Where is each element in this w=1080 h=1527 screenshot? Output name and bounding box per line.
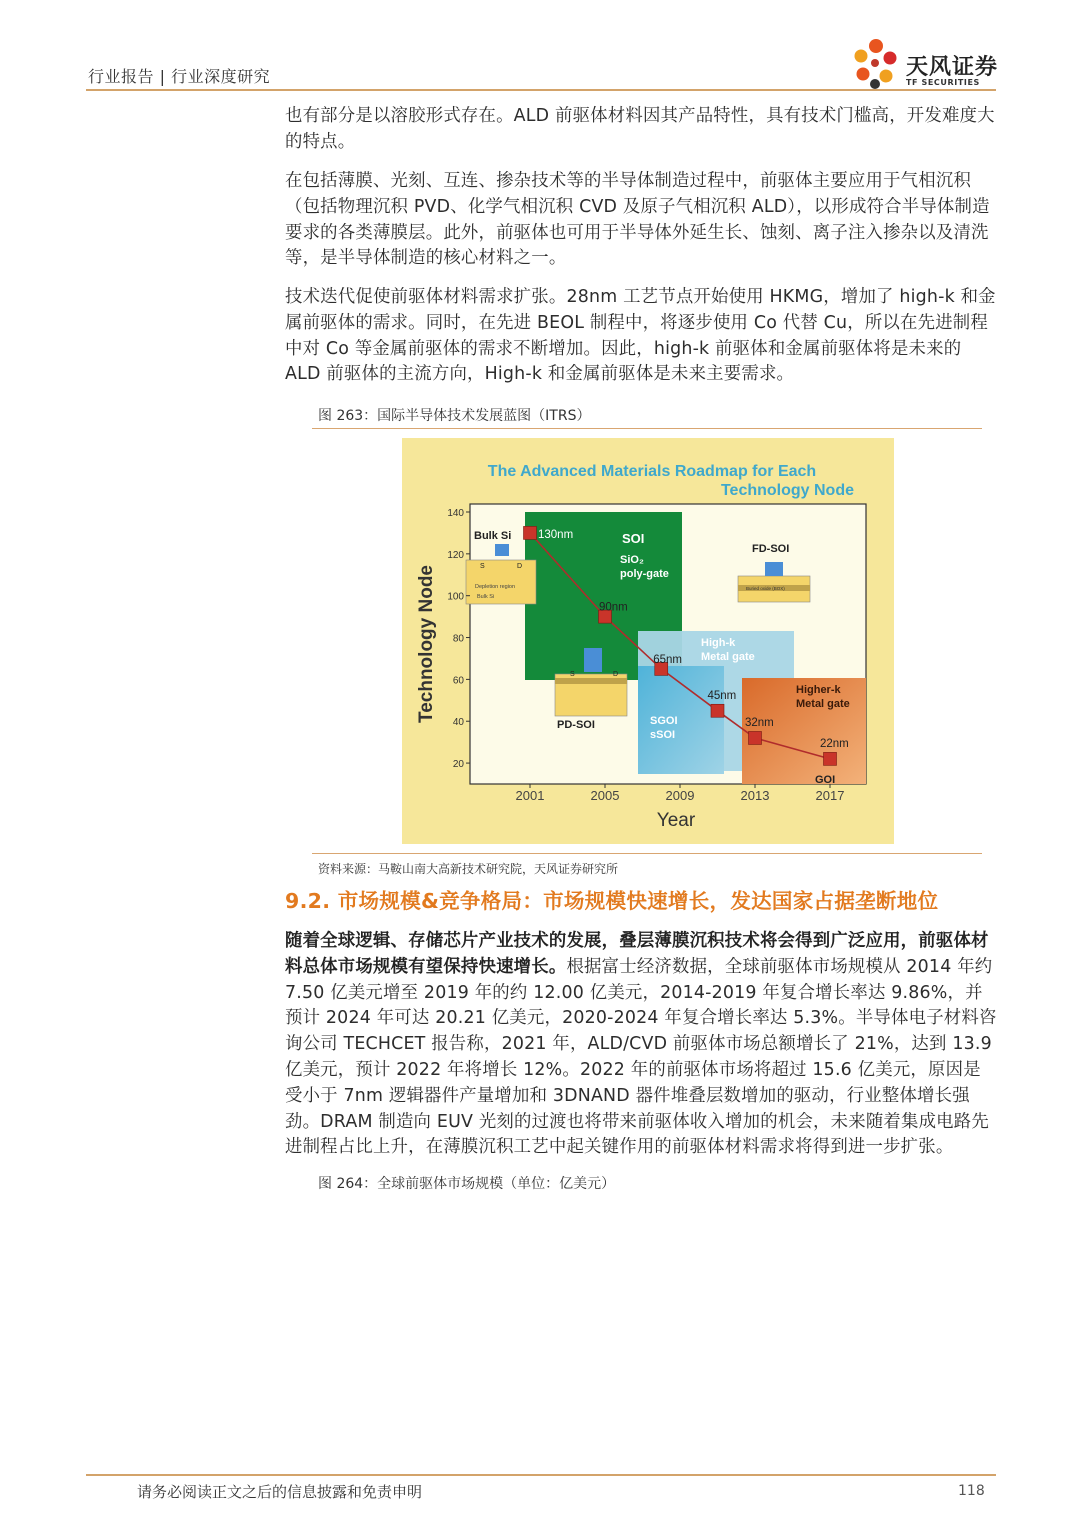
figure-263-bottom-rule xyxy=(312,853,982,854)
y-tick-label: 120 xyxy=(447,549,464,561)
highk-region-label: High-k xyxy=(701,637,736,649)
footer-rule xyxy=(86,1474,996,1476)
chart-title-line-1: The Advanced Materials Roadmap for Each xyxy=(487,463,817,480)
y-tick-label: 80 xyxy=(452,633,464,645)
x-tick-label: 2017 xyxy=(815,788,845,803)
depletion-region-label: Depletion region xyxy=(475,584,516,590)
data-point-label: 45nm xyxy=(707,689,737,702)
bulk-si-drain-label: D xyxy=(517,563,523,570)
chart-title-line-2: Technology Node xyxy=(720,482,854,499)
logo-name: 天风证券 xyxy=(906,55,999,80)
report-header-label: 行业报告 | 行业深度研究 xyxy=(88,67,271,86)
higherk-region-label: Higher-k xyxy=(796,684,841,696)
data-point-marker xyxy=(524,526,537,539)
section-title: 9.2. 市场规模&竞争格局：市场规模快速增长，发达国家占据垄断地位 xyxy=(285,889,939,913)
sgoi-label: SGOI xyxy=(650,715,678,727)
data-point-label: 90nm xyxy=(599,601,628,614)
y-tick-label: 40 xyxy=(452,717,464,729)
ssoi-label: sSOI xyxy=(650,729,676,741)
paragraph-3: 技术迭代促使前驱体材料需求扩张。28nm 工艺节点开始使用 HKMG，增加了 high-k 和金属前驱体的需求。同时，在先进 BEOL 制程中，将逐步使用 Co 代替 Cu，所以在先进制程中对 Co 等金属前驱体的需求不断增加。因此，high-k 前驱体和金属前驱体将是未来的 ALD 前驱体的主流方向，High-k 和金属前驱体是未来主要需求。 xyxy=(285,287,996,385)
bulk-si-gate xyxy=(495,544,509,556)
footer-disclaimer: 请务必阅读正文之后的信息披露和免责申明 xyxy=(137,1483,423,1501)
roadmap-chart-svg xyxy=(402,438,894,844)
x-axis-ticks xyxy=(516,784,845,803)
roadmap-chart xyxy=(402,438,894,844)
paragraph-4 xyxy=(285,929,997,1161)
logo-flower-icon xyxy=(848,36,904,92)
paragraph-1: 也有部分是以溶胶形式存在。ALD 前驱体材料因其产品特性，具有技术门槛高，开发难度大的特点。 xyxy=(285,106,995,152)
paragraph-4-lead: 随着全球逻辑、存储芯片产业技术的发展，叠层薄膜沉积技术将会得到广泛应用，前驱体材料总体市场规模有望保持快速增长。 xyxy=(285,931,989,977)
soi-polygate-label: poly-gate xyxy=(620,568,669,580)
x-tick-label: 2001 xyxy=(515,788,545,803)
x-tick-label: 2013 xyxy=(740,788,770,803)
fd-soi-gate xyxy=(765,562,783,576)
pd-soi-drain-label: D xyxy=(613,671,619,678)
y-tick-label: 140 xyxy=(447,508,464,519)
soi-sio2-label: SiO₂ xyxy=(620,554,644,566)
pd-soi-gate xyxy=(584,648,602,672)
data-point-label: 32nm xyxy=(745,716,774,729)
figure-263-top-rule xyxy=(312,428,982,429)
y-tick-label: 60 xyxy=(452,675,464,687)
paragraph-4-body: 根据富士经济数据，全球前驱体市场规模从 2014 年约 7.50 亿美元增至 2019 年的约 12.00 亿美元，2014-2019 年复合增长率达 9.86%，并预计 2024 年可达 20.21 亿美元，2020-2024 年复合增长率达 5.3%。半导体电子材料咨询公司 TECHCET 报告称，2021 年，ALD/CVD 前驱体市场总额增长了 21%，达到 13.9 亿美元，预计 2022 年将增长 12%。2022 年的前驱体市场将超过 15.6 亿美元，原因是受小于 7nm 逻辑器件产量增加和 3DNAND 器件堆叠层数增加的驱动，行业整体增长强劲。DRAM 制造向 EUV 光刻的过渡也将带来前驱体收入增加的机会，未来随着集成电路先进制程占比上升，在薄膜沉积工艺中起关键作用的前驱体材料需求将得到进一步扩张。 xyxy=(285,956,997,1158)
pd-soi-box-layer xyxy=(555,678,627,684)
data-point-marker xyxy=(749,731,762,744)
page-number: 118 xyxy=(958,1483,985,1499)
bulk-si-substrate-label: Bulk Si xyxy=(477,594,495,600)
figure-263-source: 资料来源：马鞍山南大高新技术研究院，天风证券研究所 xyxy=(318,862,619,876)
higherk-metalgate-label: Metal gate xyxy=(796,698,850,710)
data-point-label: 22nm xyxy=(820,737,849,750)
y-axis-ticks xyxy=(447,508,470,770)
fd-soi-box-label: Buried oxide (BOX) xyxy=(746,586,785,591)
data-point-label: 65nm xyxy=(653,653,683,666)
figure-263-caption: 图 263：国际半导体技术发展蓝图（ITRS） xyxy=(318,408,591,424)
figure-264-caption: 图 264：全球前驱体市场规模（单位：亿美元） xyxy=(318,1176,616,1192)
y-axis-title: Technology Node xyxy=(416,565,437,723)
goi-label: GOI xyxy=(815,774,836,786)
logo-subtitle: TF SECURITIES xyxy=(906,78,980,87)
data-point-marker xyxy=(711,704,724,717)
soi-region-label: SOI xyxy=(622,531,645,546)
x-axis-title: Year xyxy=(656,810,696,831)
fd-soi-label: FD-SOI xyxy=(752,543,790,555)
y-tick-label: 100 xyxy=(447,591,464,603)
x-tick-label: 2005 xyxy=(590,788,620,803)
pd-soi-label: PD-SOI xyxy=(557,719,595,731)
highk-metalgate-label: Metal gate xyxy=(701,651,755,663)
x-tick-label: 2009 xyxy=(665,788,695,803)
y-tick-label: 20 xyxy=(452,759,464,771)
data-point-label: 130nm xyxy=(538,528,574,541)
company-logo xyxy=(848,36,1008,92)
bulk-si-source-label: S xyxy=(480,563,485,570)
bulk-si-label: Bulk Si xyxy=(474,530,512,542)
pd-soi-source-label: S xyxy=(570,671,575,678)
data-point-marker xyxy=(824,752,837,765)
paragraph-2: 在包括薄膜、光刻、互连、掺杂技术等的半导体制造过程中，前驱体主要应用于气相沉积（包括物理沉积 PVD、化学气相沉积 CVD 及原子气相沉积 ALD），以形成符合半导体制造要求的各类薄膜层。此外，前驱体也可用于半导体外延生长、蚀刻、离子注入掺杂以及清洗等，是半导体制造的核心材料之一。 xyxy=(285,171,990,269)
